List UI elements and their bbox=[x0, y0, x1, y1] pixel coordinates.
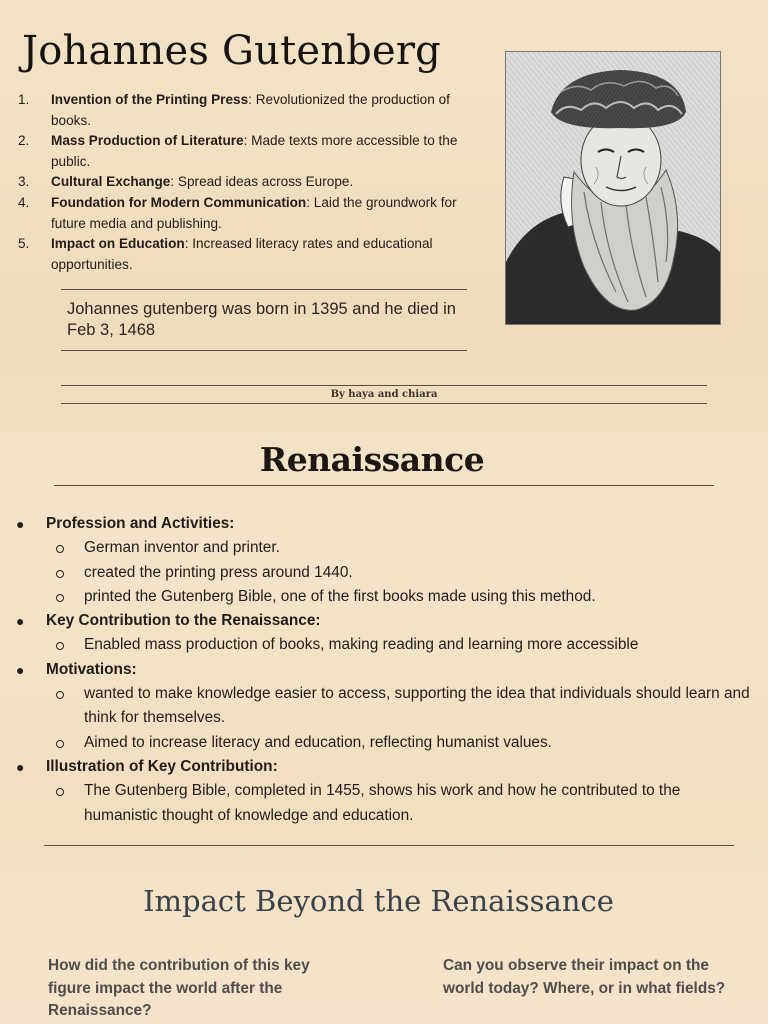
item-text: Enabled mass production of books, making reading and learning more accessible bbox=[84, 636, 639, 654]
divider bbox=[54, 485, 714, 486]
list-item bbox=[46, 731, 758, 755]
section-heading-impact: Impact Beyond the Renaissance bbox=[143, 884, 614, 918]
bullet-icon: ● bbox=[16, 613, 25, 630]
section-item bbox=[14, 658, 758, 755]
item-text: printed the Gutenberg Bible, one of the first books made using this method. bbox=[84, 587, 596, 605]
question-2: Can you observe their impact on the world today? Where, or in what fields? bbox=[443, 957, 726, 997]
list-item bbox=[18, 90, 478, 131]
contribution-text: : Spread ideas across Europe. bbox=[170, 174, 354, 190]
gutenberg-portrait-icon bbox=[506, 52, 720, 324]
list-item bbox=[46, 585, 758, 609]
born-text: Johannes gutenberg was born in 1395 and he died in Feb 3, 1468 bbox=[67, 300, 456, 339]
list-number: 4. bbox=[18, 194, 30, 210]
list-item bbox=[18, 234, 478, 275]
list-item bbox=[46, 561, 758, 585]
circle-bullet-icon bbox=[56, 594, 64, 602]
contribution-title: Mass Production of Literature bbox=[51, 133, 244, 149]
contribution-title: Cultural Exchange bbox=[51, 174, 171, 190]
contribution-title: Impact on Education bbox=[51, 236, 185, 252]
section-item bbox=[14, 512, 758, 609]
contribution-list bbox=[18, 90, 478, 275]
divider bbox=[61, 403, 707, 404]
item-text: German inventor and printer. bbox=[84, 539, 280, 557]
circle-bullet-icon bbox=[56, 691, 64, 699]
divider bbox=[61, 350, 467, 351]
divider bbox=[44, 845, 734, 846]
list-item bbox=[46, 536, 758, 560]
divider bbox=[61, 289, 467, 290]
circle-bullet-icon bbox=[56, 642, 64, 650]
question-1: How did the contribution of this key figure impact the world after the Renaissance? bbox=[48, 957, 310, 1020]
section-title: Motivations: bbox=[46, 660, 137, 678]
page-title: Johannes Gutenberg bbox=[22, 28, 441, 74]
contribution-title: Foundation for Modern Communication bbox=[51, 194, 307, 210]
list-number: 5. bbox=[18, 236, 30, 252]
divider bbox=[61, 385, 707, 386]
contribution-text: : Laid the groundwork for future media and publishing. bbox=[51, 194, 457, 231]
contribution-text: : Made texts more accessible to the public. bbox=[51, 133, 458, 169]
section-item bbox=[14, 755, 758, 828]
list-number: 2. bbox=[18, 133, 30, 149]
renaissance-list bbox=[14, 512, 758, 828]
item-text: created the printing press around 1440. bbox=[84, 563, 353, 581]
list-number: 3. bbox=[18, 174, 30, 190]
item-text: The Gutenberg Bible, completed in 1455, shows his work and how he contributed to the humanistic thought of knowledge and education. bbox=[84, 782, 681, 824]
item-text: wanted to make knowledge easier to access, supporting the idea that individuals should learn and think for themselves. bbox=[84, 685, 750, 727]
list-item bbox=[18, 131, 478, 172]
list-item bbox=[46, 779, 758, 828]
contribution-text: : Revolutionized the production of books. bbox=[51, 92, 450, 128]
list-item bbox=[18, 193, 478, 234]
item-text: Aimed to increase literacy and education, reflecting humanist values. bbox=[84, 733, 552, 751]
list-item bbox=[46, 682, 758, 731]
section-item bbox=[14, 609, 758, 658]
circle-bullet-icon bbox=[56, 788, 64, 796]
bullet-icon: ● bbox=[16, 661, 25, 678]
contribution-text: : Increased literacy rates and educational opportunities. bbox=[51, 236, 433, 272]
bullet-icon: ● bbox=[16, 516, 25, 532]
section-heading-renaissance: Renaissance bbox=[259, 440, 485, 479]
list-item bbox=[18, 172, 478, 193]
circle-bullet-icon bbox=[56, 570, 64, 578]
list-item bbox=[46, 633, 758, 657]
circle-bullet-icon bbox=[56, 545, 64, 553]
section-title: Illustration of Key Contribution: bbox=[46, 757, 278, 775]
byline: By haya and chiara bbox=[330, 389, 438, 400]
bullet-icon: ● bbox=[16, 758, 25, 775]
section-title: Key Contribution to the Renaissance: bbox=[46, 612, 321, 630]
contribution-title: Invention of the Printing Press bbox=[51, 92, 249, 107]
portrait-image bbox=[505, 51, 721, 325]
list-number: 1. bbox=[18, 92, 30, 107]
section-title: Profession and Activities: bbox=[46, 515, 235, 532]
circle-bullet-icon bbox=[56, 740, 64, 748]
